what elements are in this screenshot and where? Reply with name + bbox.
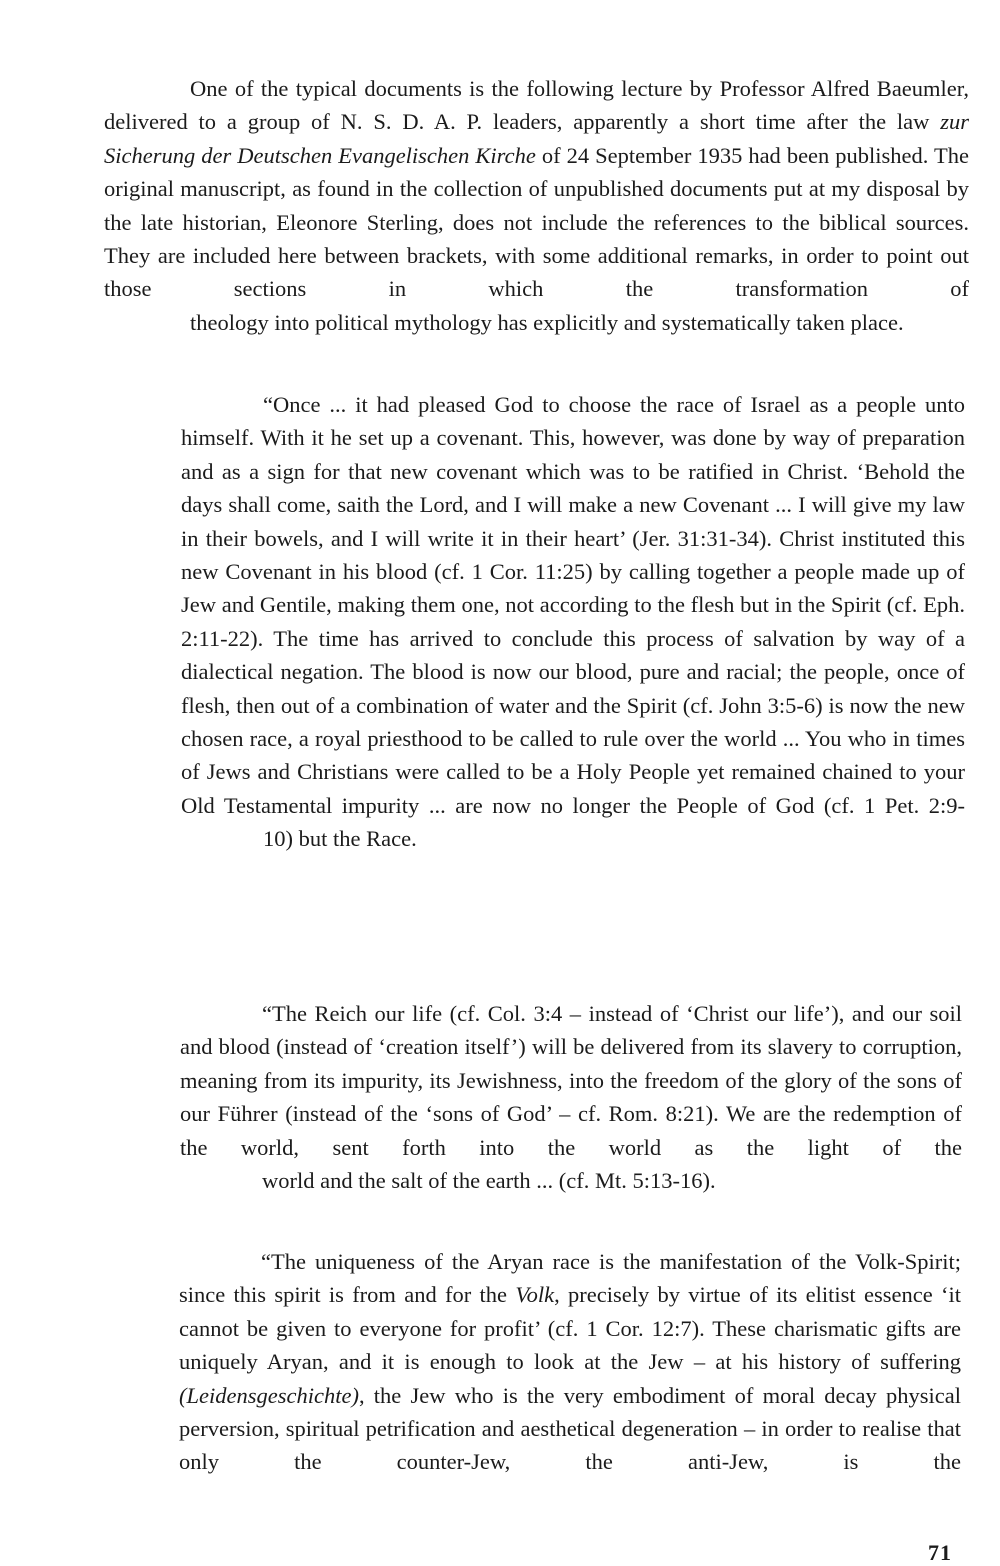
intro-paragraph <box>104 72 969 339</box>
intro-text-part-1: One of the typical documents is the following lecture by Professor Alfred Baeumler, delivered to a group of N. S. D. A. P. leaders, apparently a short time after the law <box>104 76 969 135</box>
quote-paragraph-3 <box>179 1245 961 1479</box>
quote-2-last-line: world and the salt of the earth ... (cf. Mt. 5:13-16). <box>262 1168 716 1194</box>
intro-last-line: theology into political mythology has explicitly and systematically taken place. <box>190 309 904 335</box>
quote-paragraph-1 <box>181 388 965 856</box>
quote-3-volk: Volk <box>515 1282 555 1308</box>
quote-1-text: “Once ... it had pleased God to choose the race of Israel as a people unto himself. With it he set up a covenant. This, however, was done by way of preparation and as a sign for that new covenant which was to be ratified in Christ. ‘Behold the days shall come, saith the Lord, and I will make a new Covenant ... I will give my law in their bowels, and I will write it in their heart’ (Jer. 31:31-34). Christ instituted this new Covenant in his blood (cf. 1 Cor. 11:25) by calling together a people made up of Jew and Gentile, making them one, not according to the flesh but in the Spirit (cf. Eph. 2:11-22). The time has arrived to conclude this process of salvation by way of a dialectical negation. The blood is now our blood, pure and racial; the people, once of flesh, then out of a combination of water and the Spirit (cf. John 3:5-6) is now the new chosen race, a royal priesthood to be called to rule over the world ... You who in times of Jews and Christians were called to be a Holy People yet remained chained to your Old Testamental impurity ... are now no longer the People of God (cf. 1 Pet. 2:9- <box>181 392 965 818</box>
quote-3-text-part-1: “The uniqueness of the Aryan race is the manifestation of the Volk-Spirit; since this spirit is from and for the <box>179 1249 961 1308</box>
page-number: 71 <box>928 1540 952 1565</box>
intro-law-title: zur Sicherung der Deutschen Evangelischen Kirche <box>104 109 969 168</box>
quote-3-text-part-3: , the Jew who is the very embodiment of moral decay physical perversion, spiritual petrification and aesthetical degeneration – in order to realise that only the counter-Jew, the anti-Jew, is the <box>179 1382 961 1475</box>
intro-text-part-2: of 24 September 1935 had been published. The original manuscript, as found in the collection of unpublished documents put at my disposal by the late historian, Eleonore Sterling, does not include the references to the biblical sources. They are included here between brackets, with some additional remarks, in order to point out those sections in which the transformation of <box>104 142 969 302</box>
quote-2-text: “The Reich our life (cf. Col. 3:4 – instead of ‘Christ our life’), and our soil and blood (instead of ‘creation itself’) will be delivered from its slavery to corruption, meaning from its impurity, its Jewishness, into the freedom of the glory of the sons of our Führer (instead of the ‘sons of God’ – cf. Rom. 8:21). We are the redemption of the world, sent forth into the world as the light of the <box>180 1001 962 1160</box>
quote-paragraph-2 <box>180 997 962 1197</box>
quote-3-text-part-2: , precisely by virtue of its elitist essence ‘it cannot be given to everyone for profit’ (cf. 1 Cor. 12:7). These charismatic gifts are uniquely Aryan, and it is enough to look at the Jew – at his history of suffering <box>179 1282 961 1375</box>
quote-1-last-line: 10) but the Race. <box>263 826 417 852</box>
quote-3-leidensgeschichte: (Leidensgeschichte) <box>179 1382 359 1408</box>
